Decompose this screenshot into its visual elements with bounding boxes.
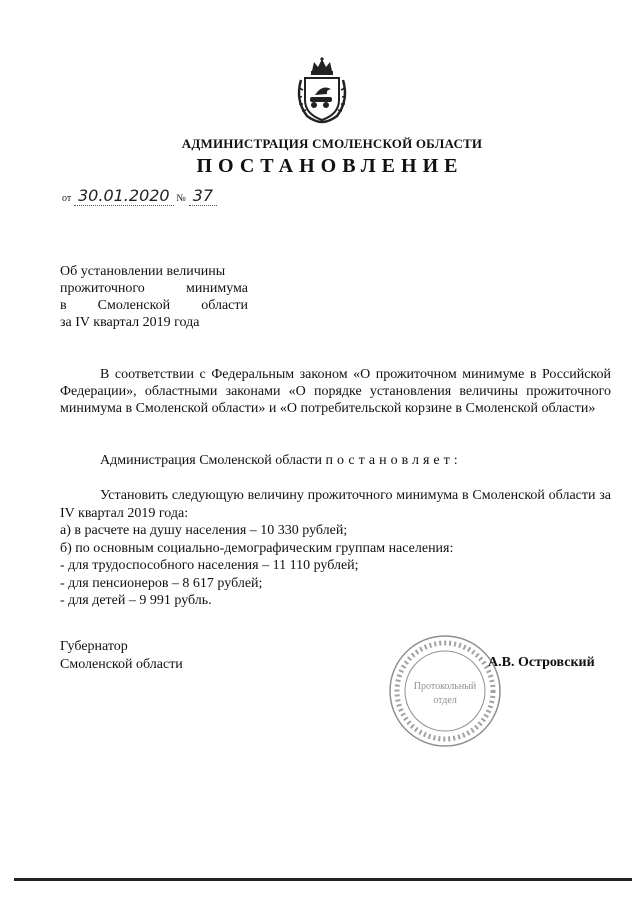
subject-line: прожиточного минимума [60, 281, 248, 296]
preamble-paragraph: В соответствии с Федеральным законом «О прожиточном минимуме в Российской Федерации», областными законами «О порядке установления величины прожиточного минимума в Смоленской области» и «О потребительской корзине в Смоленской области» [60, 367, 611, 416]
resolves-word: постановляет: [325, 453, 462, 468]
subject-line: за IV квартал 2019 года [60, 315, 200, 330]
decree-item: а) в расчете на душу населения – 10 330 рублей; [60, 523, 348, 538]
signatory-position [60, 638, 183, 674]
date-from-label: от [62, 193, 72, 204]
resolves-paragraph [60, 452, 611, 469]
bottom-border-line [14, 878, 632, 881]
document-subject [60, 263, 248, 331]
signatory-name: А.В. Островский [488, 655, 595, 670]
position-line: Смоленской области [60, 657, 183, 672]
organization-name: АДМИНИСТРАЦИЯ СМОЛЕНСКОЙ ОБЛАСТИ [181, 136, 483, 151]
number-label: № [176, 193, 186, 204]
coat-of-arms-emblem [293, 56, 351, 124]
official-stamp [384, 633, 506, 750]
date-number-line [62, 186, 217, 205]
document-date: 30.01.2020 [74, 186, 174, 206]
decree-item: б) по основным социально-демографическим группам населения: [60, 540, 454, 556]
stamp-center-text: Протокольный [413, 681, 477, 692]
subject-line: Об установлении величины [60, 264, 226, 279]
document-type-title: ПОСТАНОВЛЕНИЕ [196, 155, 464, 177]
resolves-subject: Администрация Смоленской области [100, 453, 323, 468]
decree-item: - для детей – 9 991 рубль. [60, 593, 212, 608]
decree-item: - для трудоспособного населения – 11 110 рублей; [60, 558, 359, 573]
decree-lead: Установить следующую величину прожиточного минимума в Смоленской области за IV квартал 2019 года: [60, 488, 611, 521]
document-number: 37 [189, 186, 217, 206]
subject-line: в Смоленской области [60, 298, 248, 313]
position-line: Губернатор [60, 639, 128, 654]
stamp-center-text: отдел [433, 695, 457, 706]
decree-section [60, 487, 611, 610]
decree-item: - для пенсионеров – 8 617 рублей; [60, 575, 263, 591]
